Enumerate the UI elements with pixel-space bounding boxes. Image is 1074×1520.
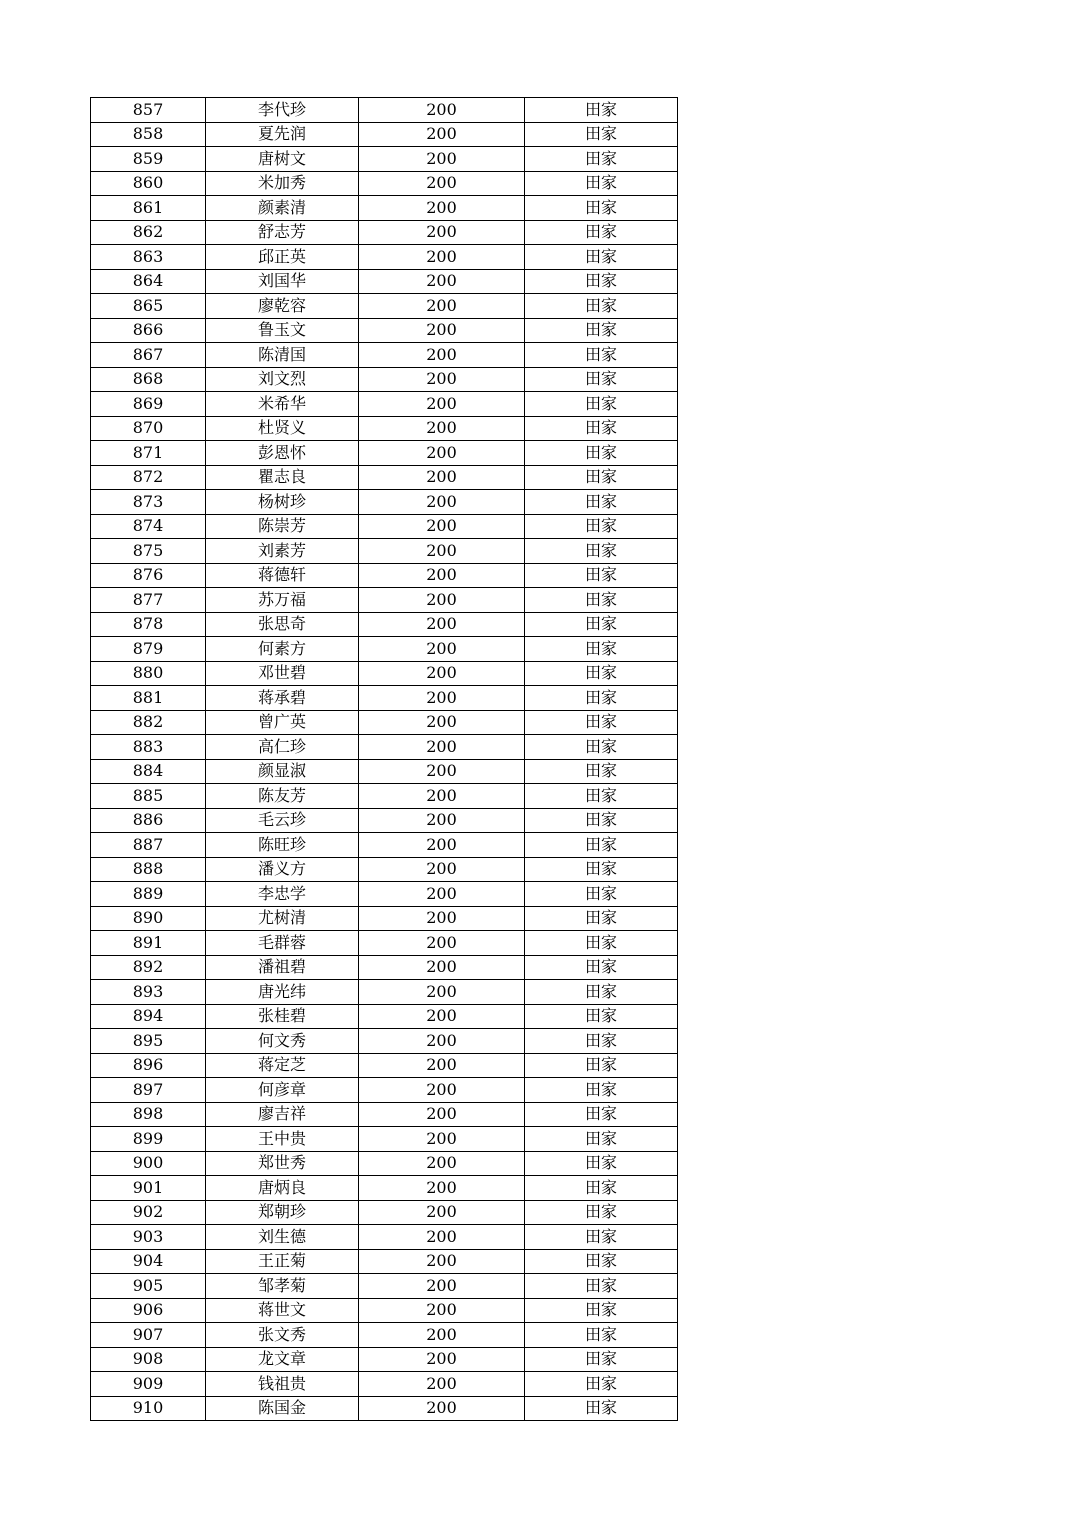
place-cell: 田家 [525, 759, 678, 784]
row-number-cell: 909 [91, 1372, 206, 1397]
amount-cell: 200 [359, 637, 525, 662]
place-cell: 田家 [525, 1249, 678, 1274]
row-number-cell: 876 [91, 563, 206, 588]
place-cell: 田家 [525, 637, 678, 662]
name-cell: 陈清国 [206, 343, 359, 368]
row-number-cell: 899 [91, 1127, 206, 1152]
row-number-cell: 867 [91, 343, 206, 368]
place-cell: 田家 [525, 392, 678, 417]
name-cell: 钱祖贵 [206, 1372, 359, 1397]
place-cell: 田家 [525, 122, 678, 147]
name-cell: 尤树清 [206, 906, 359, 931]
row-number-cell: 857 [91, 98, 206, 123]
table-row [91, 931, 678, 956]
table-row [91, 735, 678, 760]
amount-cell: 200 [359, 539, 525, 564]
name-cell: 曾广英 [206, 710, 359, 735]
name-cell: 苏万福 [206, 588, 359, 613]
name-cell: 张桂碧 [206, 1004, 359, 1029]
row-number-cell: 879 [91, 637, 206, 662]
table-row [91, 980, 678, 1005]
amount-cell: 200 [359, 245, 525, 270]
amount-cell: 200 [359, 735, 525, 760]
table-row [91, 294, 678, 319]
place-cell: 田家 [525, 367, 678, 392]
name-cell: 蒋定芝 [206, 1053, 359, 1078]
name-cell: 何素方 [206, 637, 359, 662]
name-cell: 瞿志良 [206, 465, 359, 490]
row-number-cell: 892 [91, 955, 206, 980]
table-row [91, 784, 678, 809]
name-cell: 蒋德轩 [206, 563, 359, 588]
place-cell: 田家 [525, 955, 678, 980]
table-row [91, 857, 678, 882]
table-row [91, 1053, 678, 1078]
amount-cell: 200 [359, 1004, 525, 1029]
name-cell: 张文秀 [206, 1323, 359, 1348]
row-number-cell: 900 [91, 1151, 206, 1176]
place-cell: 田家 [525, 416, 678, 441]
place-cell: 田家 [525, 1004, 678, 1029]
table-row [91, 637, 678, 662]
amount-cell: 200 [359, 1151, 525, 1176]
place-cell: 田家 [525, 1298, 678, 1323]
table-row [91, 1127, 678, 1152]
name-cell: 郑世秀 [206, 1151, 359, 1176]
name-cell: 颜素清 [206, 196, 359, 221]
amount-cell: 200 [359, 1053, 525, 1078]
amount-cell: 200 [359, 1396, 525, 1421]
row-number-cell: 883 [91, 735, 206, 760]
name-cell: 杜贤义 [206, 416, 359, 441]
row-number-cell: 865 [91, 294, 206, 319]
table-row [91, 367, 678, 392]
place-cell: 田家 [525, 465, 678, 490]
place-cell: 田家 [525, 710, 678, 735]
name-cell: 潘祖碧 [206, 955, 359, 980]
amount-cell: 200 [359, 563, 525, 588]
amount-cell: 200 [359, 490, 525, 515]
amount-cell: 200 [359, 808, 525, 833]
name-cell: 刘生德 [206, 1225, 359, 1250]
amount-cell: 200 [359, 1274, 525, 1299]
table-row [91, 147, 678, 172]
place-cell: 田家 [525, 1396, 678, 1421]
row-number-cell: 896 [91, 1053, 206, 1078]
name-cell: 高仁珍 [206, 735, 359, 760]
name-cell: 陈友芳 [206, 784, 359, 809]
table-row [91, 808, 678, 833]
row-number-cell: 861 [91, 196, 206, 221]
table-row [91, 906, 678, 931]
amount-cell: 200 [359, 392, 525, 417]
name-cell: 唐炳良 [206, 1176, 359, 1201]
place-cell: 田家 [525, 343, 678, 368]
table-row [91, 686, 678, 711]
name-cell: 廖吉祥 [206, 1102, 359, 1127]
name-cell: 陈国金 [206, 1396, 359, 1421]
amount-cell: 200 [359, 147, 525, 172]
place-cell: 田家 [525, 882, 678, 907]
amount-cell: 200 [359, 220, 525, 245]
place-cell: 田家 [525, 906, 678, 931]
table-row [91, 833, 678, 858]
amount-cell: 200 [359, 588, 525, 613]
table-row [91, 465, 678, 490]
table-row [91, 98, 678, 123]
place-cell: 田家 [525, 294, 678, 319]
place-cell: 田家 [525, 735, 678, 760]
amount-cell: 200 [359, 661, 525, 686]
table-row [91, 122, 678, 147]
place-cell: 田家 [525, 1151, 678, 1176]
table-row [91, 1323, 678, 1348]
name-cell: 鲁玉文 [206, 318, 359, 343]
row-number-cell: 864 [91, 269, 206, 294]
row-number-cell: 895 [91, 1029, 206, 1054]
table-body [91, 98, 678, 1421]
row-number-cell: 905 [91, 1274, 206, 1299]
place-cell: 田家 [525, 1200, 678, 1225]
table-row [91, 1372, 678, 1397]
name-cell: 刘文烈 [206, 367, 359, 392]
name-cell: 郑朝珍 [206, 1200, 359, 1225]
name-cell: 陈崇芳 [206, 514, 359, 539]
name-cell: 刘国华 [206, 269, 359, 294]
place-cell: 田家 [525, 220, 678, 245]
amount-cell: 200 [359, 465, 525, 490]
row-number-cell: 897 [91, 1078, 206, 1103]
row-number-cell: 881 [91, 686, 206, 711]
amount-cell: 200 [359, 955, 525, 980]
amount-cell: 200 [359, 367, 525, 392]
amount-cell: 200 [359, 171, 525, 196]
row-number-cell: 891 [91, 931, 206, 956]
table-row [91, 416, 678, 441]
row-number-cell: 903 [91, 1225, 206, 1250]
row-number-cell: 860 [91, 171, 206, 196]
amount-cell: 200 [359, 686, 525, 711]
name-cell: 廖乾容 [206, 294, 359, 319]
name-cell: 李忠学 [206, 882, 359, 907]
place-cell: 田家 [525, 196, 678, 221]
row-number-cell: 873 [91, 490, 206, 515]
place-cell: 田家 [525, 612, 678, 637]
place-cell: 田家 [525, 1078, 678, 1103]
row-number-cell: 910 [91, 1396, 206, 1421]
amount-cell: 200 [359, 294, 525, 319]
table-row [91, 490, 678, 515]
amount-cell: 200 [359, 882, 525, 907]
place-cell: 田家 [525, 1323, 678, 1348]
amount-cell: 200 [359, 1176, 525, 1201]
table-row [91, 1176, 678, 1201]
name-cell: 唐光纬 [206, 980, 359, 1005]
row-number-cell: 866 [91, 318, 206, 343]
name-cell: 蒋承碧 [206, 686, 359, 711]
place-cell: 田家 [525, 1176, 678, 1201]
place-cell: 田家 [525, 318, 678, 343]
name-cell: 龙文章 [206, 1347, 359, 1372]
amount-cell: 200 [359, 318, 525, 343]
place-cell: 田家 [525, 931, 678, 956]
row-number-cell: 904 [91, 1249, 206, 1274]
table-row [91, 1200, 678, 1225]
amount-cell: 200 [359, 833, 525, 858]
table-row [91, 245, 678, 270]
row-number-cell: 870 [91, 416, 206, 441]
name-cell: 唐树文 [206, 147, 359, 172]
table-row [91, 661, 678, 686]
amount-cell: 200 [359, 1102, 525, 1127]
row-number-cell: 907 [91, 1323, 206, 1348]
name-cell: 夏先润 [206, 122, 359, 147]
amount-cell: 200 [359, 980, 525, 1005]
table-row [91, 1004, 678, 1029]
place-cell: 田家 [525, 563, 678, 588]
table-row [91, 588, 678, 613]
place-cell: 田家 [525, 514, 678, 539]
table-row [91, 759, 678, 784]
amount-cell: 200 [359, 612, 525, 637]
amount-cell: 200 [359, 1298, 525, 1323]
row-number-cell: 893 [91, 980, 206, 1005]
table-row [91, 710, 678, 735]
table-row [91, 563, 678, 588]
name-cell: 邹孝菊 [206, 1274, 359, 1299]
name-cell: 何彦章 [206, 1078, 359, 1103]
name-cell: 王正菊 [206, 1249, 359, 1274]
name-cell: 邓世碧 [206, 661, 359, 686]
table-row [91, 171, 678, 196]
table-row [91, 514, 678, 539]
row-number-cell: 874 [91, 514, 206, 539]
amount-cell: 200 [359, 931, 525, 956]
row-number-cell: 898 [91, 1102, 206, 1127]
place-cell: 田家 [525, 1029, 678, 1054]
amount-cell: 200 [359, 98, 525, 123]
row-number-cell: 875 [91, 539, 206, 564]
place-cell: 田家 [525, 98, 678, 123]
row-number-cell: 863 [91, 245, 206, 270]
table-row [91, 1298, 678, 1323]
row-number-cell: 884 [91, 759, 206, 784]
row-number-cell: 858 [91, 122, 206, 147]
row-number-cell: 869 [91, 392, 206, 417]
row-number-cell: 877 [91, 588, 206, 613]
place-cell: 田家 [525, 441, 678, 466]
place-cell: 田家 [525, 539, 678, 564]
amount-cell: 200 [359, 1078, 525, 1103]
table-row [91, 612, 678, 637]
table-row [91, 392, 678, 417]
table-row [91, 1029, 678, 1054]
place-cell: 田家 [525, 980, 678, 1005]
place-cell: 田家 [525, 784, 678, 809]
table-row [91, 1078, 678, 1103]
place-cell: 田家 [525, 1127, 678, 1152]
amount-cell: 200 [359, 1127, 525, 1152]
table-row [91, 1225, 678, 1250]
amount-cell: 200 [359, 441, 525, 466]
place-cell: 田家 [525, 686, 678, 711]
row-number-cell: 890 [91, 906, 206, 931]
name-cell: 潘义方 [206, 857, 359, 882]
name-cell: 刘素芳 [206, 539, 359, 564]
amount-cell: 200 [359, 1249, 525, 1274]
place-cell: 田家 [525, 588, 678, 613]
row-number-cell: 906 [91, 1298, 206, 1323]
row-number-cell: 889 [91, 882, 206, 907]
name-cell: 杨树珍 [206, 490, 359, 515]
row-number-cell: 878 [91, 612, 206, 637]
name-cell: 蒋世文 [206, 1298, 359, 1323]
table-row [91, 1151, 678, 1176]
row-number-cell: 872 [91, 465, 206, 490]
amount-cell: 200 [359, 1029, 525, 1054]
table-row [91, 1274, 678, 1299]
table-row [91, 318, 678, 343]
place-cell: 田家 [525, 1347, 678, 1372]
name-cell: 彭恩怀 [206, 441, 359, 466]
row-number-cell: 882 [91, 710, 206, 735]
amount-cell: 200 [359, 196, 525, 221]
place-cell: 田家 [525, 808, 678, 833]
table-row [91, 196, 678, 221]
name-cell: 颜显淑 [206, 759, 359, 784]
amount-cell: 200 [359, 906, 525, 931]
row-number-cell: 888 [91, 857, 206, 882]
name-cell: 米希华 [206, 392, 359, 417]
row-number-cell: 902 [91, 1200, 206, 1225]
amount-cell: 200 [359, 1225, 525, 1250]
amount-cell: 200 [359, 857, 525, 882]
amount-cell: 200 [359, 1323, 525, 1348]
row-number-cell: 862 [91, 220, 206, 245]
table-row [91, 1102, 678, 1127]
name-cell: 李代珍 [206, 98, 359, 123]
amount-cell: 200 [359, 343, 525, 368]
table-row [91, 539, 678, 564]
name-cell: 陈旺珍 [206, 833, 359, 858]
place-cell: 田家 [525, 1225, 678, 1250]
name-cell: 何文秀 [206, 1029, 359, 1054]
place-cell: 田家 [525, 147, 678, 172]
table-row [91, 441, 678, 466]
name-cell: 张思奇 [206, 612, 359, 637]
table-row [91, 220, 678, 245]
amount-cell: 200 [359, 514, 525, 539]
place-cell: 田家 [525, 661, 678, 686]
amount-cell: 200 [359, 1372, 525, 1397]
row-number-cell: 901 [91, 1176, 206, 1201]
name-cell: 米加秀 [206, 171, 359, 196]
table-row [91, 882, 678, 907]
amount-cell: 200 [359, 416, 525, 441]
amount-cell: 200 [359, 269, 525, 294]
table-row [91, 1347, 678, 1372]
place-cell: 田家 [525, 1372, 678, 1397]
amount-cell: 200 [359, 710, 525, 735]
name-cell: 毛群蓉 [206, 931, 359, 956]
row-number-cell: 894 [91, 1004, 206, 1029]
place-cell: 田家 [525, 171, 678, 196]
amount-cell: 200 [359, 759, 525, 784]
row-number-cell: 887 [91, 833, 206, 858]
place-cell: 田家 [525, 1102, 678, 1127]
row-number-cell: 868 [91, 367, 206, 392]
amount-cell: 200 [359, 1200, 525, 1225]
row-number-cell: 886 [91, 808, 206, 833]
amount-cell: 200 [359, 1347, 525, 1372]
row-number-cell: 908 [91, 1347, 206, 1372]
place-cell: 田家 [525, 490, 678, 515]
place-cell: 田家 [525, 1274, 678, 1299]
place-cell: 田家 [525, 245, 678, 270]
table-row [91, 343, 678, 368]
table-row [91, 269, 678, 294]
row-number-cell: 880 [91, 661, 206, 686]
name-cell: 邱正英 [206, 245, 359, 270]
row-number-cell: 859 [91, 147, 206, 172]
place-cell: 田家 [525, 1053, 678, 1078]
place-cell: 田家 [525, 833, 678, 858]
place-cell: 田家 [525, 269, 678, 294]
amount-cell: 200 [359, 122, 525, 147]
table-row [91, 1249, 678, 1274]
table-row [91, 1396, 678, 1421]
row-number-cell: 871 [91, 441, 206, 466]
name-cell: 毛云珍 [206, 808, 359, 833]
amount-cell: 200 [359, 784, 525, 809]
name-cell: 舒志芳 [206, 220, 359, 245]
row-number-cell: 885 [91, 784, 206, 809]
place-cell: 田家 [525, 857, 678, 882]
name-cell: 王中贵 [206, 1127, 359, 1152]
table-row [91, 955, 678, 980]
data-table [90, 97, 678, 1421]
